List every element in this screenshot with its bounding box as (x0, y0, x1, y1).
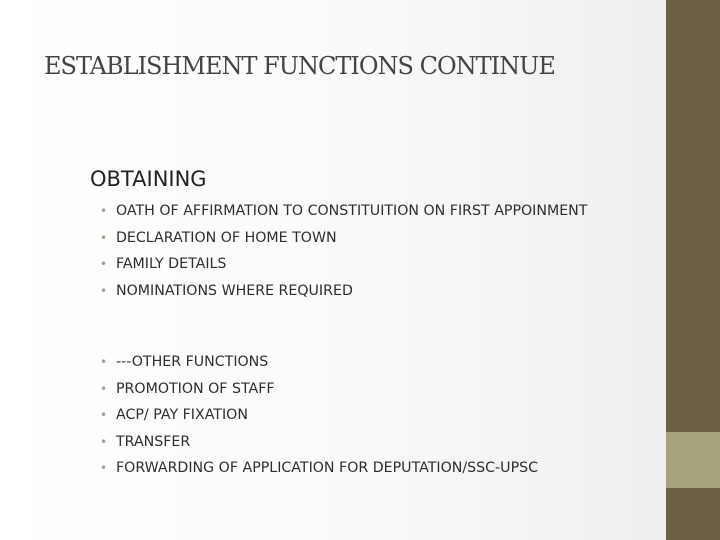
list-item-text: NOMINATIONS WHERE REQUIRED (116, 282, 353, 299)
bullet-icon: • (100, 434, 108, 449)
bullet-icon: • (100, 381, 108, 396)
bullet-icon: • (100, 408, 108, 422)
list-item-text: FAMILY DETAILS (116, 256, 227, 272)
list-item (100, 406, 600, 425)
bullet-icon: • (100, 283, 108, 298)
list-item-text: DECLARATION OF HOME TOWN (116, 229, 337, 246)
bullet-icon: • (100, 461, 108, 475)
list-item (100, 282, 600, 301)
list-item (100, 353, 600, 372)
list-item-text: ACP/ PAY FIXATION (116, 407, 248, 423)
list-item (100, 433, 600, 452)
obtaining-bullet-list (100, 202, 600, 308)
decorative-sidebar-accent (666, 432, 720, 488)
list-item-text: ---OTHER FUNCTIONS (116, 354, 269, 370)
list-item-text: TRANSFER (116, 433, 191, 450)
bullet-icon: • (100, 355, 108, 369)
list-item (100, 229, 600, 248)
list-item (100, 459, 600, 478)
section-heading: OBTAINING (90, 167, 207, 191)
list-item (100, 380, 600, 399)
list-item-text: FORWARDING OF APPLICATION FOR DEPUTATION/SSC-UPSC (116, 460, 539, 476)
other-functions-bullet-list (100, 353, 600, 486)
bullet-icon: • (100, 257, 108, 271)
bullet-icon: • (100, 230, 108, 245)
list-item-text: PROMOTION OF STAFF (116, 380, 275, 397)
list-item (100, 255, 600, 274)
bullet-icon: • (100, 204, 108, 218)
list-item (100, 202, 600, 221)
list-item-text: OATH OF AFFIRMATION TO CONSTITUITION ON FIRST APPOINMENT (116, 203, 588, 219)
slide-title: ESTABLISHMENT FUNCTIONS CONTINUE (44, 52, 555, 80)
